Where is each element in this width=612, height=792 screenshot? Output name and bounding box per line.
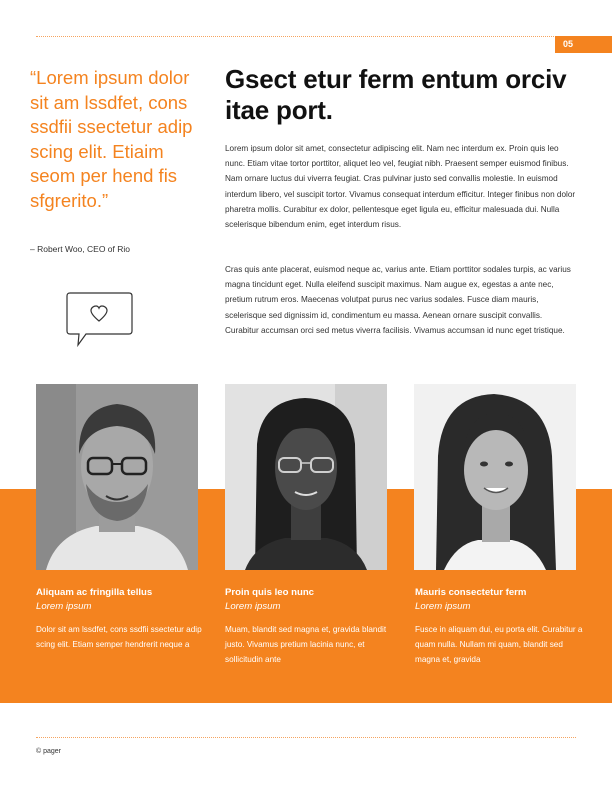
profile-bio: Dolor sit am lssdfet, cons ssdfii ssectetur adip scing elit. Etiam semper hendrerit neque a bbox=[36, 625, 202, 650]
bottom-divider bbox=[36, 737, 576, 738]
profile-photo bbox=[414, 384, 576, 570]
profile-card bbox=[225, 586, 395, 668]
profile-name: Mauris consectetur ferm bbox=[415, 587, 527, 598]
body-paragraph: Cras quis ante placerat, euismod neque ac, varius ante. Etiam porttitor sodales turpis, ac varius magna tincidunt eget. Nulla eleifend suscipit maximus. Nam augue ex, egestas a ante nec, pretium rutrum eros. Maecenas volutpat purus nec varius sodales. Fusce diam mauris, scelerisque sed dignissim id, condimentum eu massa. Aenean ornare suscipit convallis. Curabitur accumsan orci sed metus viverra facilisis. Vivamus accumsan id nunc eget tristique. bbox=[225, 265, 571, 335]
quote-author: – Robert Woo, CEO of Rio bbox=[30, 244, 130, 254]
profile-card bbox=[415, 586, 585, 668]
profile-photo bbox=[36, 384, 198, 570]
profile-bio: Muam, blandit sed magna et, gravida blandit justo. Vivamus pretium lacinia nunc, et sollicitudin ante bbox=[225, 625, 387, 665]
footer-copyright: © pager bbox=[36, 748, 62, 755]
page-title: Gsect etur ferm entum orciv itae port. bbox=[225, 64, 567, 125]
page-number: 05 bbox=[555, 36, 612, 53]
profile-name: Proin quis leo nunc bbox=[225, 587, 315, 598]
speech-bubble-heart-icon bbox=[66, 292, 134, 348]
profile-role: Lorem ipsum bbox=[225, 601, 281, 612]
top-divider bbox=[36, 36, 576, 37]
profile-card bbox=[36, 586, 206, 652]
pull-quote: “Lorem ipsum dolor sit am lssdfet, cons ssdfii ssectetur adip scing elit. Etiaim seom per hend fis sfgrerito.” bbox=[30, 67, 193, 211]
profile-role: Lorem ipsum bbox=[36, 601, 92, 612]
body-paragraph: Lorem ipsum dolor sit amet, consectetur adipiscing elit. Nam nec interdum ex. Proin quis leo nunc. Etiam vitae tortor porttitor, aliquet leo vel, feugiat nibh. Praesent semper euismod finibus. Nam ornare luctus dui viverra feugiat. Cras pulvinar justo sed convallis molestie. In euismod interdum libero, vel suscipit tortor. Vivamus consequat interdum efficitur. Integer finibus non dolor pharetra mollis. Curabitur ex dolor, pellentesque eget ligula eu, efficitur malesuada dui. Nulla scelerisque bibendum enim, eget interdum risus. bbox=[225, 144, 576, 230]
profile-name: Aliquam ac fringilla tellus bbox=[36, 587, 153, 598]
profile-role: Lorem ipsum bbox=[415, 601, 471, 612]
profile-bio: Fusce in aliquam dui, eu porta elit. Curabitur a quam nulla. Nullam mi quam, blandit sed magna et, gravida bbox=[415, 625, 583, 665]
profile-photo bbox=[225, 384, 387, 570]
